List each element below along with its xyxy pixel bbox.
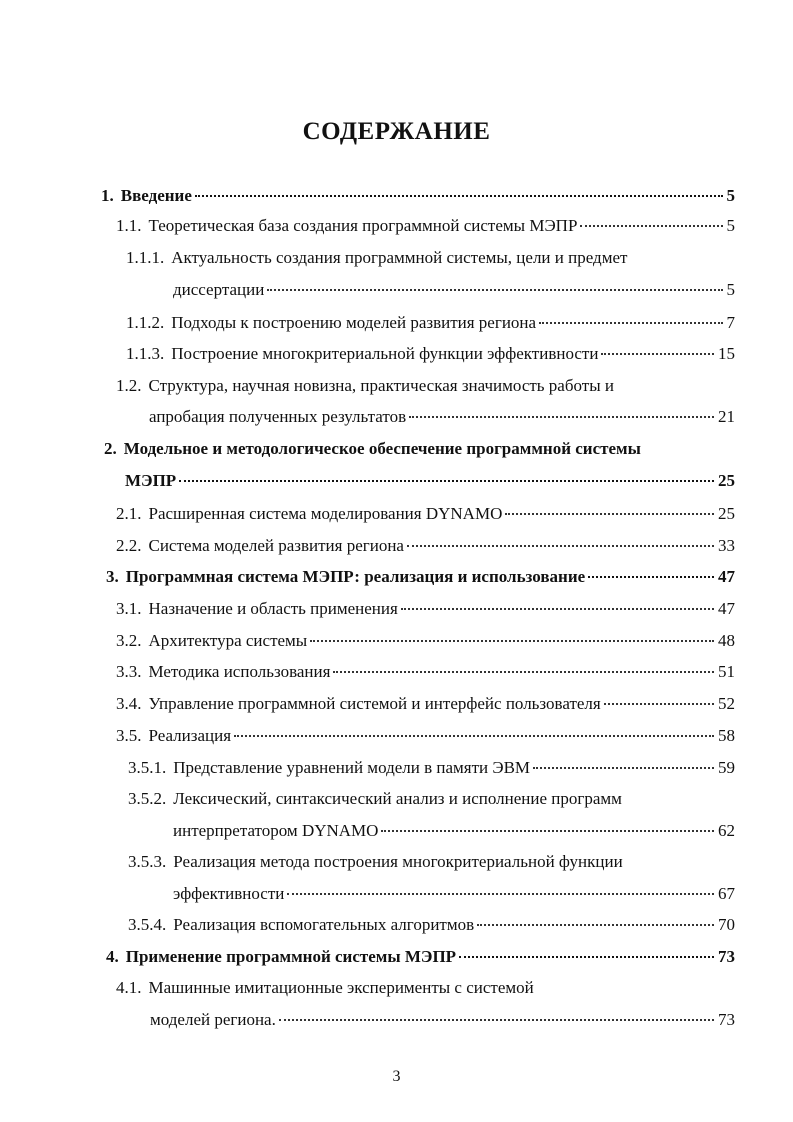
dot-leader [381,830,714,832]
toc-entry-3-5-4[interactable] [128,915,735,939]
toc-entry-title: Структура, научная новизна, практическая значимость работы и [148,376,614,395]
toc-entry-title: Методика использования [148,662,331,681]
toc-entry-title: Модельное и методологическое обеспечение программной системы [123,439,641,458]
toc-entry-3-5-2-continuation[interactable] [173,821,735,845]
toc-entry-3-2[interactable] [116,631,735,655]
toc-entry-3-5-2[interactable] [128,789,622,813]
toc-entry-1-1-1[interactable] [126,248,627,272]
toc-entry-page: 62 [718,821,735,840]
toc-entry-number: 3.3. [116,662,142,681]
dot-leader [580,225,722,227]
toc-entry-page: 47 [718,567,735,586]
toc-entry-number: 4. [106,947,119,966]
toc-entry-number: 3.5. [116,726,142,745]
dot-leader [287,893,714,895]
toc-entry-number: 1.2. [116,376,142,395]
toc-entry-title: Архитектура системы [148,631,308,650]
toc-entry-page: 73 [718,947,735,966]
toc-entry-3-5[interactable] [116,726,735,750]
toc-entry-page: 48 [718,631,735,650]
dot-leader [401,608,714,610]
toc-entry-page: 25 [718,504,735,523]
toc-entry-title: Актуальность создания программной системы, цели и предмет [171,248,628,267]
dot-leader [539,322,722,324]
dot-leader [333,671,714,673]
dot-leader [505,513,714,515]
toc-entry-3-5-3[interactable] [128,852,623,876]
toc-entry-2-1[interactable] [116,504,735,528]
toc-entry-title: Реализация [148,726,232,745]
dot-leader [279,1019,714,1021]
toc-entry-3-1[interactable] [116,599,735,623]
page-number: 3 [392,1068,401,1085]
toc-entry-3[interactable] [106,567,735,591]
toc-entry-1-1-2[interactable] [126,313,735,337]
toc-entry-title: Применение программной системы МЭПР [125,947,457,966]
toc-entry-title-continuation: интерпретатором DYNAMO [173,821,379,840]
dot-leader [179,480,714,482]
dot-leader [310,640,714,642]
toc-entry-page: 21 [718,407,735,426]
dot-leader [588,576,714,578]
dot-leader [604,703,714,705]
toc-entry-page: 58 [718,726,735,745]
toc-entry-2-continuation[interactable] [125,471,735,495]
toc-entry-page: 59 [718,758,735,777]
toc-entry-page: 70 [718,915,735,934]
toc-entry-page: 7 [726,313,735,332]
toc-entry-page: 51 [718,662,735,681]
toc-entry-4-1-continuation[interactable] [150,1010,735,1034]
toc-entry-number: 3.1. [116,599,142,618]
toc-entry-number: 1.1.1. [126,248,165,267]
toc-entry-2-2[interactable] [116,536,735,560]
toc-entry-page: 52 [718,694,735,713]
dot-leader [533,767,714,769]
toc-entry-title: Введение [120,186,192,205]
dot-leader [459,956,714,958]
toc-entry-title: Система моделей развития региона [148,536,404,555]
toc-entry-1[interactable] [101,186,735,210]
toc-entry-title: Реализация вспомогательных алгоритмов [173,915,475,934]
toc-entry-page: 5 [726,216,735,235]
toc-entry-number: 3.5.2. [128,789,167,808]
toc-entry-4[interactable] [106,947,735,971]
toc-entry-4-1[interactable] [116,978,534,1002]
toc-entry-number: 3. [106,567,119,586]
toc-entry-title-continuation: диссертации [173,280,265,299]
toc-entry-1-1-3[interactable] [126,344,735,368]
toc-entry-page: 73 [718,1010,735,1029]
toc-entry-2[interactable] [104,439,641,463]
toc-entry-page: 47 [718,599,735,618]
toc-entry-number: 3.4. [116,694,142,713]
toc-entry-title-continuation: МЭПР [125,471,177,490]
toc-entry-title: Построение многокритериальной функции эффективности [171,344,599,363]
toc-entry-page: 5 [726,280,735,299]
toc-entry-page: 15 [718,344,735,363]
dot-leader [267,289,722,291]
toc-entry-title: Реализация метода построения многокритериальной функции [173,852,623,871]
toc-entry-number: 3.5.3. [128,852,167,871]
toc-entry-3-4[interactable] [116,694,735,718]
toc-entry-number: 2.1. [116,504,142,523]
dot-leader [601,353,714,355]
toc-entry-number: 1. [101,186,114,205]
toc-entry-page: 5 [726,186,735,205]
toc-entry-page: 25 [718,471,735,490]
toc-entry-3-5-3-continuation[interactable] [173,884,735,908]
toc-entry-title: Подходы к построению моделей развития региона [171,313,537,332]
toc-entry-title-continuation: моделей региона. [150,1010,276,1029]
toc-entry-number: 1.1. [116,216,142,235]
toc-entry-title: Теоретическая база создания программной системы МЭПР [148,216,578,235]
toc-entry-title: Машинные имитационные эксперименты с системой [148,978,534,997]
toc-entry-1-2[interactable] [116,376,614,400]
dot-leader [477,924,714,926]
toc-entry-3-5-1[interactable] [128,758,735,782]
toc-entry-number: 2. [104,439,117,458]
dot-leader [234,735,714,737]
toc-entry-number: 1.1.2. [126,313,165,332]
toc-entry-title: Программная система МЭПР: реализация и использование [125,567,586,586]
toc-entry-number: 3.2. [116,631,142,650]
toc-entry-1-1[interactable] [116,216,735,240]
dot-leader [409,416,714,418]
toc-entry-page: 33 [718,536,735,555]
toc-entry-title: Управление программной системой и интерфейс пользователя [148,694,601,713]
page-title: СОДЕРЖАНИЕ [302,118,491,145]
toc-entry-3-3[interactable] [116,662,735,686]
toc-entry-title: Представление уравнений модели в памяти ЭВМ [173,758,531,777]
toc-entry-title-continuation: эффективности [173,884,285,903]
toc-entry-1-1-1-continuation[interactable] [173,280,735,304]
toc-entry-number: 1.1.3. [126,344,165,363]
dot-leader [195,195,723,197]
toc-entry-number: 2.2. [116,536,142,555]
toc-entry-number: 4.1. [116,978,142,997]
dot-leader [407,545,714,547]
toc-entry-title: Расширенная система моделирования DYNAMO [148,504,503,523]
toc-entry-1-2-continuation[interactable] [149,407,735,431]
toc-entry-number: 3.5.4. [128,915,167,934]
toc-entry-title: Назначение и область применения [148,599,398,618]
toc-entry-page: 67 [718,884,735,903]
toc-entry-number: 3.5.1. [128,758,167,777]
toc-entry-title-continuation: апробация полученных результатов [149,407,407,426]
toc-entry-title: Лексический, синтаксический анализ и исполнение программ [173,789,622,808]
